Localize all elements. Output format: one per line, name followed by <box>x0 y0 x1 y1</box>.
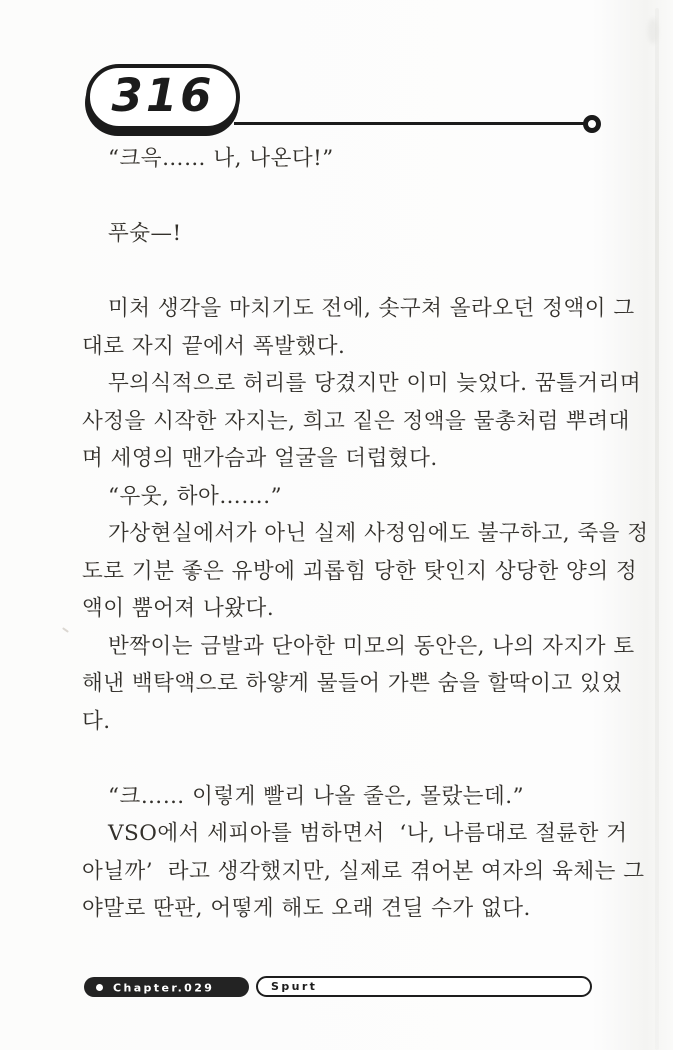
scan-smudge <box>648 18 658 44</box>
blank-line <box>82 178 598 216</box>
ring-icon <box>583 115 601 133</box>
blank-line <box>82 253 598 291</box>
text-line: “크…… 이렇게 빨리 나올 줄은, 몰랐는데.” <box>108 783 525 809</box>
text-line: “우웃, 하아…….” <box>108 483 283 509</box>
section-title-label: Spurt <box>271 980 318 993</box>
text-line: 도로 기분 좋은 유방에 괴롭힘 당한 탓인지 상당한 양의 정 <box>82 558 638 584</box>
dot-icon <box>96 984 103 991</box>
header-rule-line <box>234 122 584 125</box>
body-text <box>82 140 649 928</box>
text-line: 아닐까’ 라고 생각했지만, 실제로 겪어본 여자의 육체는 그 <box>82 858 645 884</box>
chapter-badge <box>84 977 249 997</box>
text-line: 푸슛—! <box>108 221 182 246</box>
text-line: 사정을 시작한 자지는, 희고 짙은 정액을 물총처럼 뿌려대 <box>82 408 630 434</box>
text-line: 미처 생각을 마치기도 전에, 솟구쳐 올라오던 정액이 그 <box>108 296 635 321</box>
text-line: 대로 자지 끝에서 폭발했다. <box>82 333 346 359</box>
blank-line <box>82 740 598 778</box>
text-line: 무의식적으로 허리를 당겼지만 이미 늦었다. 꿈틀거리며 <box>108 371 642 396</box>
text-line: 액이 뿜어져 나왔다. <box>82 596 275 621</box>
text-line: 가상현실에서가 아닌 실제 사정임에도 불구하고, 죽을 정 <box>108 521 649 546</box>
text-line: 야말로 딴판, 어떻게 해도 오래 견딜 수가 없다. <box>82 896 531 921</box>
scan-speck <box>62 627 69 633</box>
text-line: 며 세영의 맨가슴과 얼굴을 더럽혔다. <box>82 446 438 471</box>
chapter-label: Chapter.029 <box>113 981 215 994</box>
text-line: 반짝이는 금발과 단아한 미모의 동안은, 나의 자지가 토 <box>108 633 635 659</box>
page-edge-shadow <box>655 8 659 1050</box>
text-line: VSO에서 세피아를 범하면서 ‘나, 나름대로 절륜한 거 <box>108 821 628 846</box>
section-title-badge <box>256 976 592 997</box>
text-line: “크윽…… 나, 나온다!” <box>108 146 334 171</box>
page-number: 316 <box>111 68 215 122</box>
page-number-badge <box>86 64 240 130</box>
text-line: 다. <box>82 708 111 734</box>
text-line: 해낸 백탁액으로 하얗게 물들어 가쁜 숨을 할딱이고 있었 <box>82 671 623 696</box>
